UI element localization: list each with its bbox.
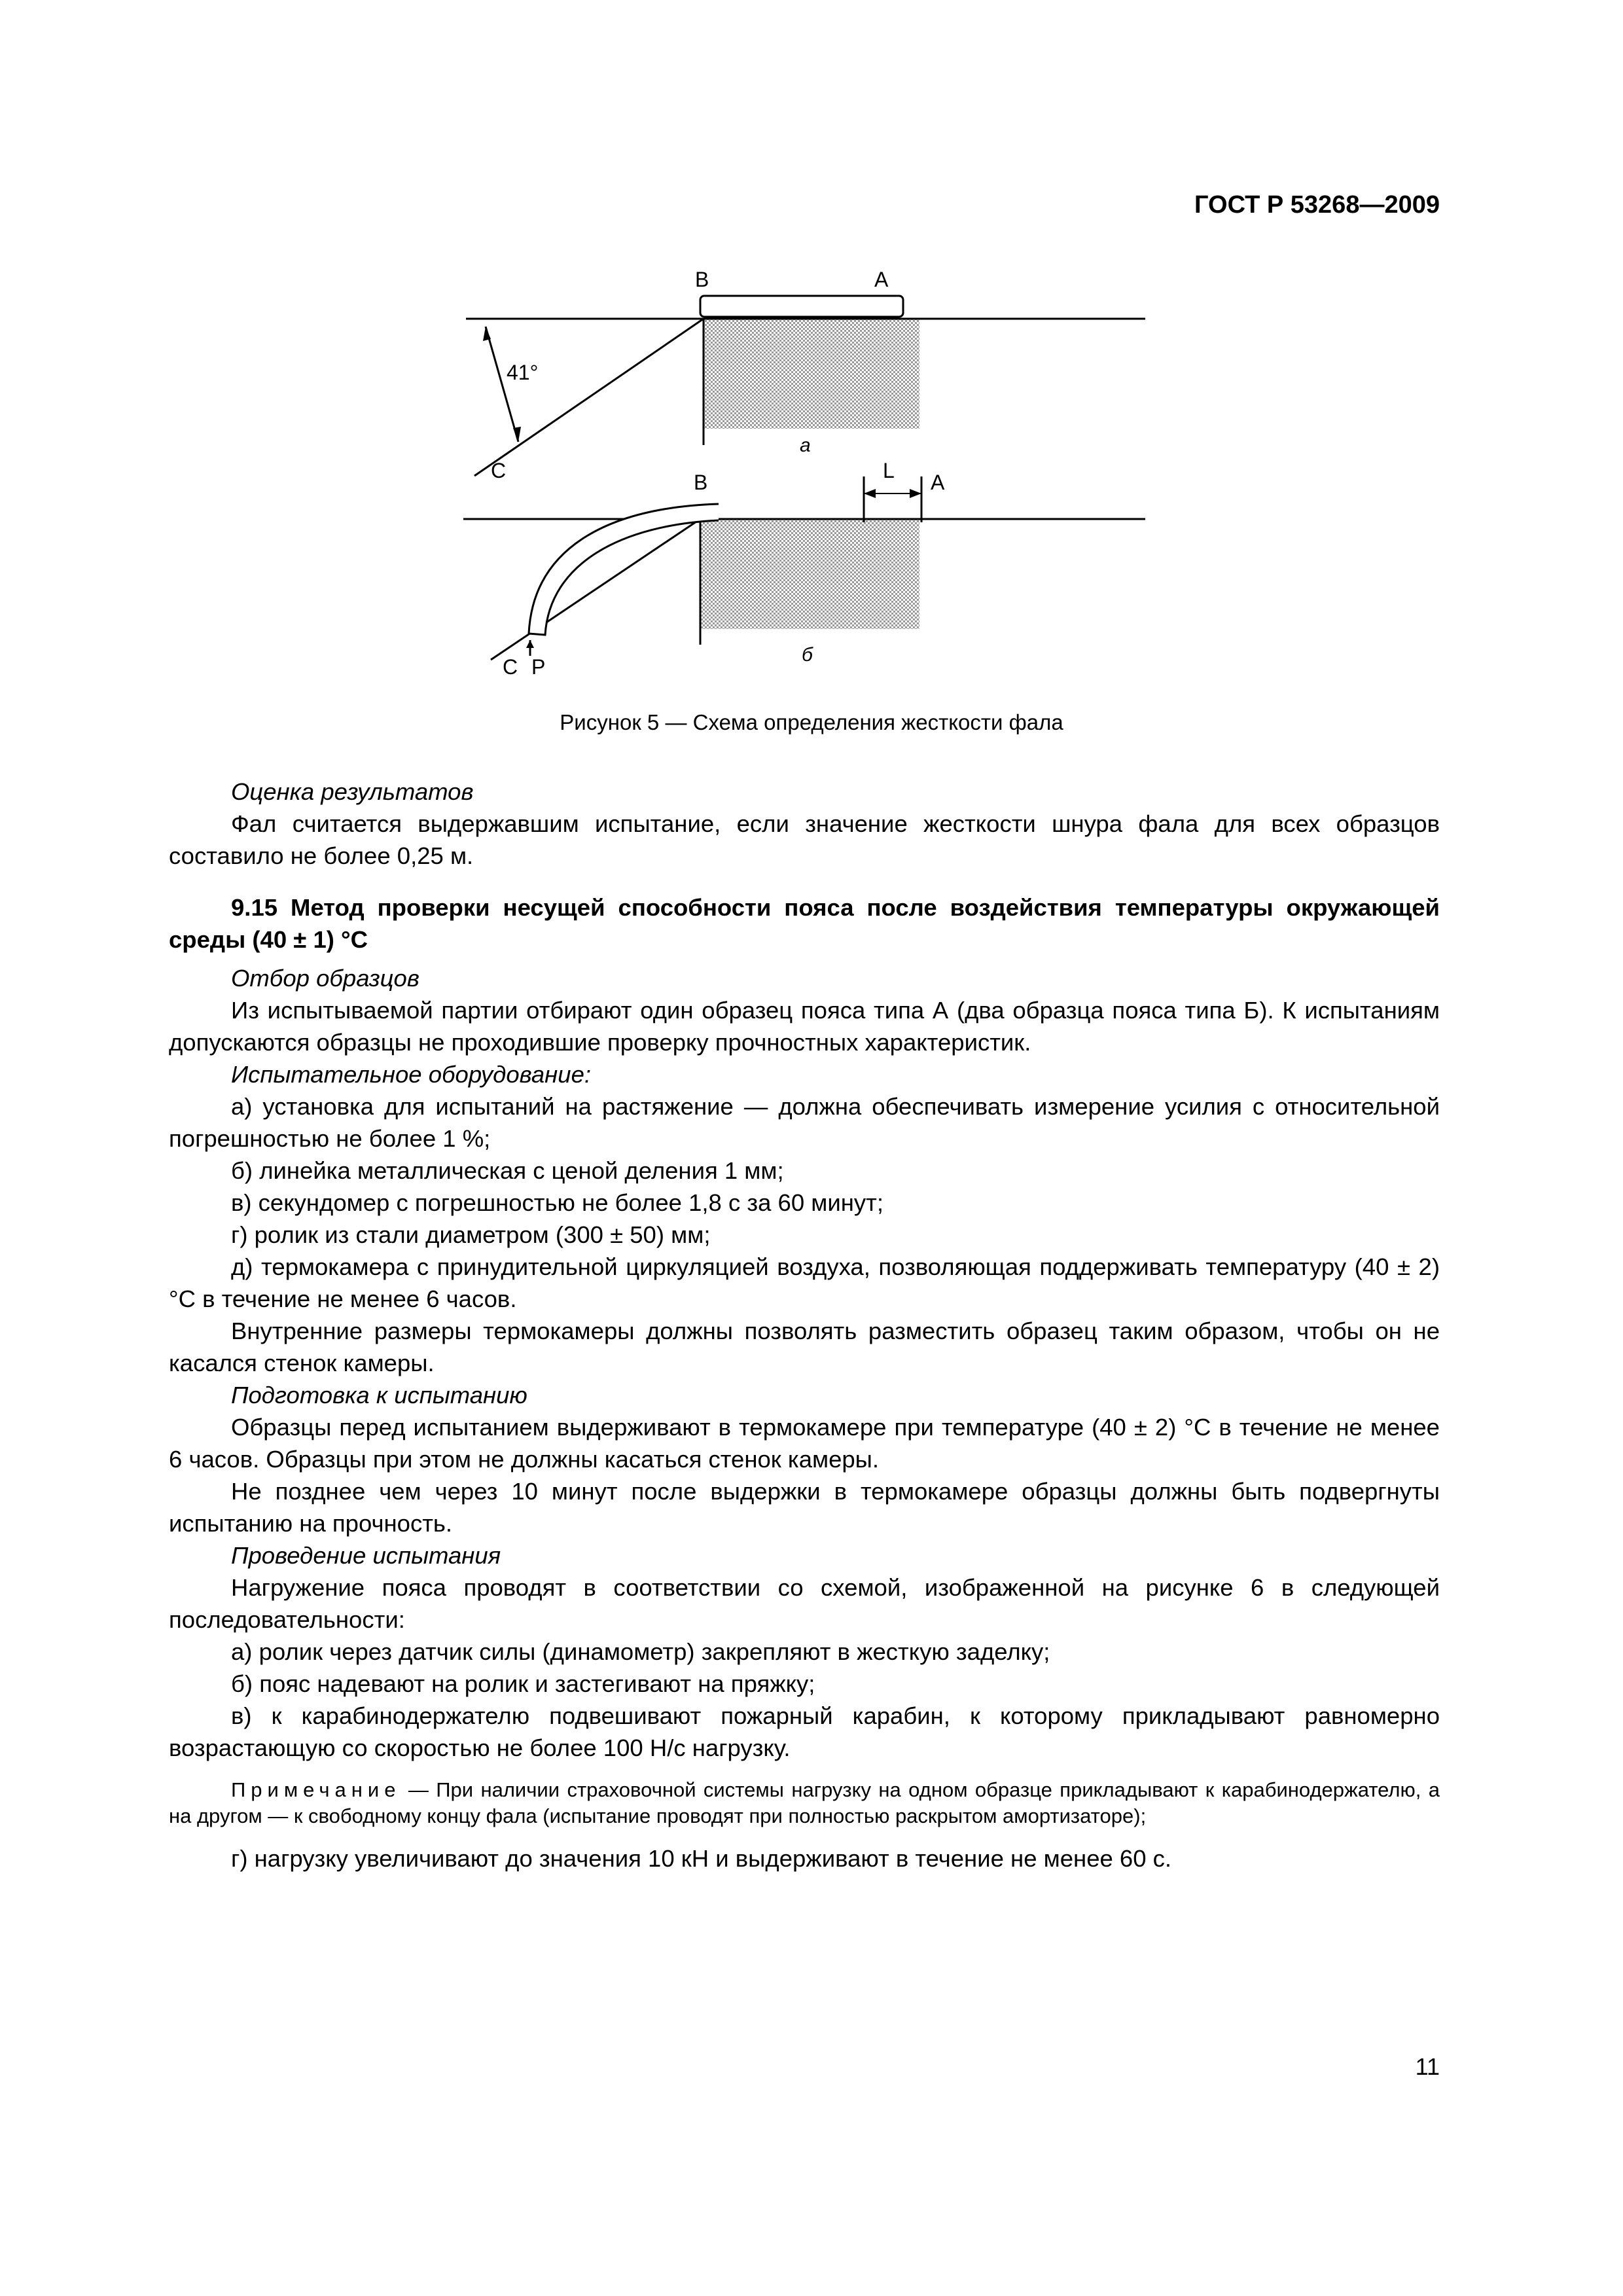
paragraph-conduct-intro: Нагружение пояса проводят в соответствии со схемой, изображенной на рисунке 6 в следующей последовательности: [169, 1574, 1440, 1633]
label-sub-b: б [802, 644, 813, 666]
list-item-conduct-g: г) нагрузку увеличивают до значения 10 кН и выдерживают в течение не менее 60 с. [231, 1845, 1172, 1872]
subheading-preparation: Подготовка к испытанию [231, 1382, 527, 1408]
table-hatch-a [704, 319, 919, 429]
dimension-arrow-right [910, 489, 921, 498]
subheading-conduct: Проведение испытания [231, 1542, 501, 1569]
label-p-b: Р [531, 655, 546, 679]
subfigure-b [463, 459, 1145, 679]
note-paragraph [169, 1777, 1440, 1829]
note-text: — При наличии страховочной системы нагрузку на одном образце прикладывают к карабинодержателю, а на другом — к свободному концу фала (испытание проводят при полностью раскрытом амортизаторе); [169, 1778, 1440, 1827]
list-item-conduct-v: в) к карабинодержателю подвешивают пожарный карабин, к которому прикладывают равномерно возрастающую со скоростью не более 100 Н/с нагрузку. [169, 1702, 1440, 1761]
label-angle-a: 41° [507, 361, 539, 384]
page-number: 11 [1415, 2053, 1440, 2080]
cord-sample-a [700, 296, 903, 317]
label-l-b: L [883, 459, 895, 482]
subheading-evaluation: Оценка результатов [231, 778, 474, 805]
list-item-equipment-g: г) ролик из стали диаметром (300 ± 50) мм; [231, 1221, 711, 1248]
section-heading-9-15: 9.15 Метод проверки несущей способности пояса после воздействия температуры окружающей среды (40 ± 1) °С [169, 894, 1440, 953]
list-item-equipment-d: д) термокамера с принудительной циркуляцией воздуха, позволяющая поддерживать температуру (40 ± 2) °С в течение не менее 6 часов. [169, 1253, 1440, 1312]
figure-5-diagram [452, 255, 1171, 700]
paragraph-preparation-2: Не позднее чем через 10 минут после выдержки в термокамере образцы должны быть подвергнуты испытанию на прочность. [169, 1478, 1440, 1537]
subheading-sampling: Отбор образцов [231, 965, 419, 992]
dimension-arrow-left [864, 489, 876, 498]
note-label: Примечание [231, 1778, 401, 1801]
label-b-b: В [694, 471, 708, 494]
paragraph-preparation-1: Образцы перед испытанием выдерживают в термокамере при температуре (40 ± 2) °С в течение не менее 6 часов. Образцы при этом не должны касаться стенок камеры. [169, 1414, 1440, 1473]
list-item-equipment-a: а) установка для испытаний на растяжение — должна обеспечивать измерение усилия с относительной погрешностью не более 1 %; [169, 1093, 1440, 1152]
label-sub-a: а [800, 435, 811, 456]
label-a-a: А [874, 268, 889, 291]
label-b-a: В [695, 268, 709, 291]
document-header: ГОСТ Р 53268—2009 [1194, 191, 1440, 219]
label-c-b: С [503, 655, 518, 679]
body-text [169, 776, 1440, 1874]
list-item-conduct-a: а) ролик через датчик силы (динамометр) закрепляют в жесткую заделку; [231, 1638, 1050, 1665]
paragraph-evaluation: Фал считается выдержавшим испытание, если значение жесткости шнура фала для всех образцов составило не более 0,25 м. [169, 810, 1440, 869]
deflection-arrowhead [526, 640, 534, 648]
figure-caption: Рисунок 5 — Схема определения жесткости фала [560, 710, 1063, 734]
subfigure-a [466, 268, 1145, 482]
subheading-equipment: Испытательное оборудование: [231, 1061, 592, 1088]
angle-arrow-a [486, 327, 518, 442]
label-c-a: С [491, 459, 507, 482]
incline-line-a [474, 319, 704, 476]
label-a-b: А [931, 471, 945, 494]
paragraph-chamber-size: Внутренние размеры термокамеры должны позволять разместить образец таким образом, чтобы он не касался стенок камеры. [169, 1318, 1440, 1376]
list-item-conduct-b: б) пояс надевают на ролик и застегивают на пряжку; [231, 1670, 815, 1697]
list-item-equipment-b: б) линейка металлическая с ценой деления 1 мм; [231, 1157, 784, 1184]
paragraph-sampling: Из испытываемой партии отбирают один образец пояса типа А (два образца пояса типа Б). К испытаниям допускаются образцы не проходившие проверку прочностных характеристик. [169, 997, 1440, 1056]
list-item-equipment-v: в) секундомер с погрешностью не более 1,8 с за 60 минут; [231, 1189, 884, 1216]
table-hatch-b [700, 519, 919, 629]
